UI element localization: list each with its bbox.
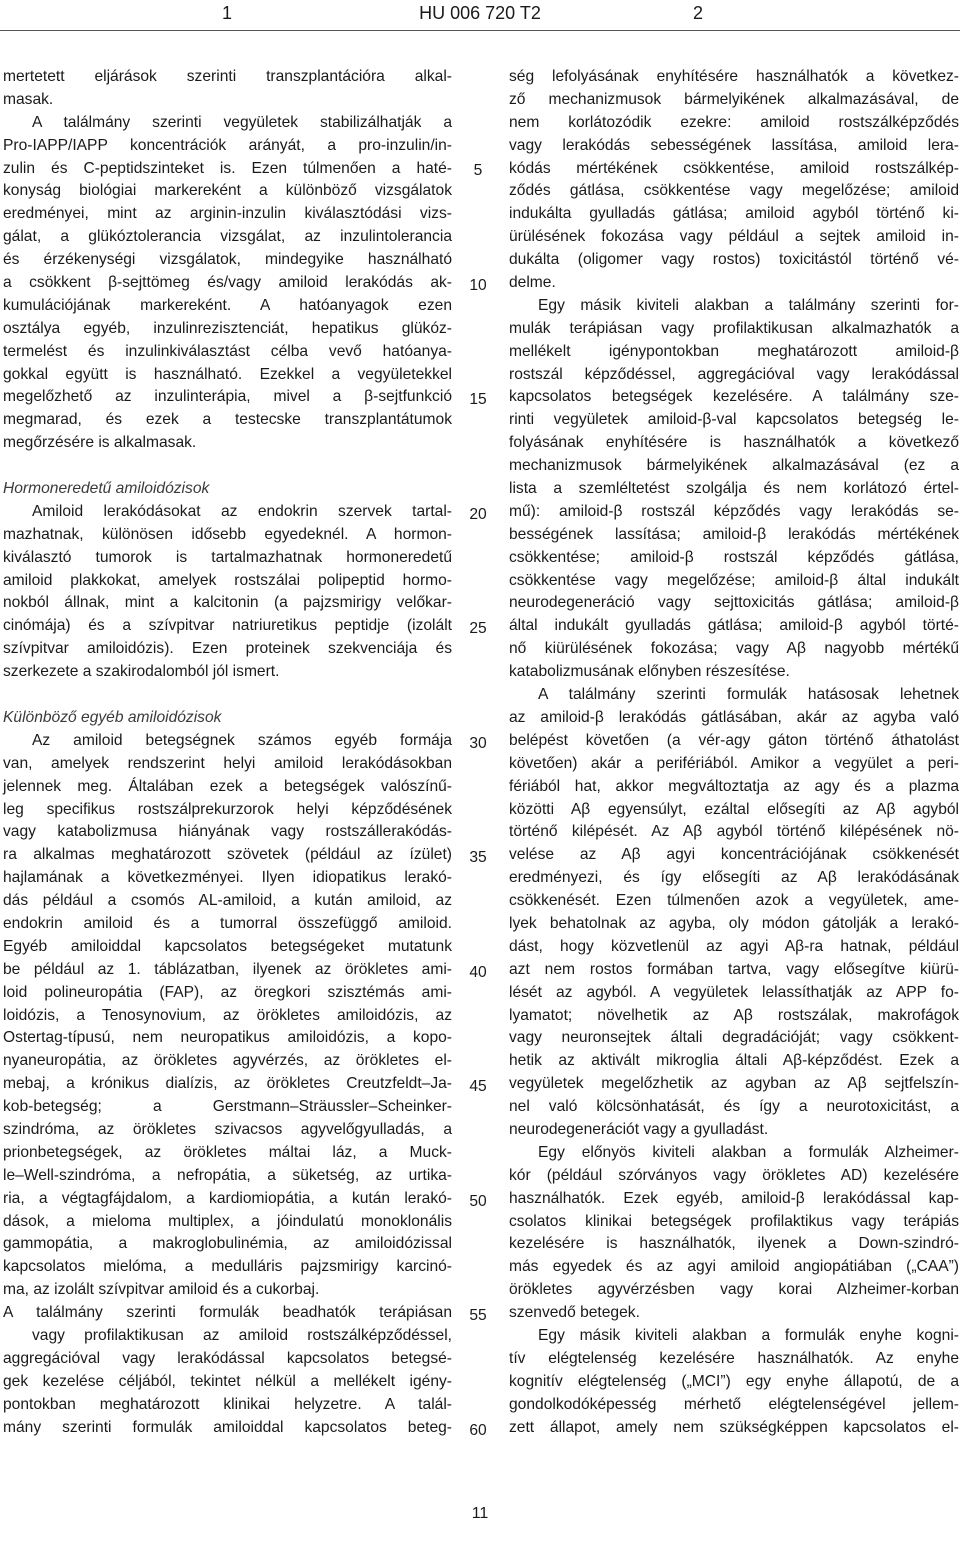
text-line: mazhatnak, különösen idősebb egyedeknél. A hormon- [3,525,452,543]
text-line: loidózis, a Tenosynovium, az örökletes amiloidózis, az [3,1006,452,1024]
text-line: csökkenését. Ezen túlmenően azok a vegyületek, ame- [509,892,959,910]
section-heading: Hormoneredetű amiloidózisok [3,480,210,498]
text-line: pontokban meghatározott klinikai helyzetre. A talál- [3,1395,452,1413]
text-line: kognitív elégtelenség („MCI”) egy enyhe állapotú, de a [509,1372,959,1390]
text-line: kapcsolatos betegségek kezelésére. A találmány sze- [509,388,959,406]
text-line: más egyedek és az agyi amiloid angiopátiában („CAA”) [509,1258,959,1276]
text-line: lista a szemléltetést szolgálja és nem korlátozó értel- [509,480,959,498]
text-line: A találmány szerinti vegyületek stabilizálhatják a [32,113,452,131]
text-line: delme. [509,274,556,292]
text-line: által indukált gyulladás gátlása; amiloid-β agyból törté- [509,617,959,635]
text-line: prionbetegségek, az örökletes máltai láz, a Muck- [3,1143,452,1161]
text-line: bességének lassítása; amiloid-β lerakódás mértékének [509,525,959,543]
text-line: vegyületek megelőzhetik az agyban az Aβ sejtfelszín- [509,1075,959,1093]
text-line: lését az agyból. A vegyületek lelassíthatják az APP fo- [509,983,959,1001]
text-line: endokrin amiloid és a tumorral összefüggő amiloid. [3,914,452,932]
text-line: hajlamának a következményei. Ilyen idiopatikus lerakó- [3,869,452,887]
margin-line-number: 10 [469,276,487,294]
right-column [509,66,959,1439]
text-line: lyamatot; növelhetik az Aβ rostszálak, makrofágok [509,1006,959,1024]
text-line: osztálya egyéb, inzulinrezisztenciát, hepatikus glükóz- [3,319,452,337]
text-line: belépést követően (a vér-agy gáton történő áthatolást [509,731,959,749]
text-line: zett állapot, amely nem szükségképpen kapcsolatos el- [509,1418,959,1436]
text-line: mellékelt igénypontokban meghatározott amiloid-β [509,342,959,360]
text-line: csökkentése; amiloid-β rostszál képződés gátlása, [509,548,959,566]
text-line: ürülésének fokozása vagy például a sejtek amiloid in- [509,228,959,246]
text-line: történő kilépését. Az Aβ agyból történő kilépésének nö- [509,823,959,841]
text-line: tív elégtelenség kezelésére használhatók. Az enyhe [509,1349,959,1367]
text-line: szívpitvar amiloidózis). Ezen proteinek szekvenciája és [3,640,452,658]
text-line [3,684,452,707]
text-line: nokból állnak, mint a kalcitonin (a pajzsmirigy velőkar- [3,594,452,612]
text-line: le–Well-szindróma, a nefropátia, a süketség, az urtika- [3,1166,452,1184]
text-line: kob-betegség; a Gerstmann–Sträussler–Scheinker- [3,1098,452,1116]
text-line: dás például a csomós AL-amiloid, a kután amiloid, az [3,892,452,910]
text-line: hetik az aktivált mikroglia általi Aβ-képződést. Ezek a [509,1052,959,1070]
text-line: nem korlátozódik ezekre: amiloid rostszálképződés [509,113,959,131]
text-line: az amiloid-β lerakódás gátlásában, akár az agyba való [509,708,959,726]
text-line: gondolkodóképesség mérhető elégtelenségével jellem- [509,1395,959,1413]
text-line: gammopátia, a makroglobulinémia, az amiloidózissal [3,1235,452,1253]
page-footer-number: 11 [471,1505,489,1522]
text-line: vagy katabolizmusa hiányának vagy rostszállerakódás- [3,823,452,841]
text-line: cinómája) és a szívpitvar natriuretikus peptidje (izolált [3,617,452,635]
left-column [3,66,452,1439]
margin-line-number: 50 [469,1192,487,1210]
text-line: megmarad, és ezek a testecske transzplantátumok [3,411,452,429]
text-line: és érzékenységi vizsgálatok, mindegyike használható [3,251,452,269]
text-line: rinti vegyületek amiloid-β-val kapcsolatos betegség le- [509,411,959,429]
text-line: megelőzhető az inzulinterápia, mivel a β-sejtfunkció [3,388,452,406]
margin-line-number: 30 [469,734,487,752]
text-line: mű): amiloid-β rostszál képződés vagy lerakódás se- [509,502,959,520]
text-line: Egy másik kiviteli alakban a találmány szerinti for- [538,296,959,314]
text-line: ződés gátlása, csökkentése vagy megelőzése; amiloid [509,182,959,200]
text-line: zulin és C-peptidszinteket is. Ezen túlmenően a haté- [3,159,452,177]
text-line: dások, a mieloma multiplex, a jóindulatú monoklonális [3,1212,452,1230]
text-line: ria, a végtagfájdalom, a kardiomiopátia, a kután lerakó- [3,1189,452,1207]
text-line: szenvedő betegek. [509,1304,640,1322]
text-line: szerkezete a szakirodalomból jól ismert. [3,663,280,681]
text-line: ség lefolyásának enyhítésére használhatók a következ- [509,68,959,85]
text-line: loid polineuropátia (FAP), az öregkori szisztémás ami- [3,983,452,1001]
text-line: dukálta (oligomer vagy rostos) toxicitástól történő vé- [509,251,959,269]
text-line: mertetett eljárások szerinti transzplantációra alkal- [3,68,452,85]
text-line: vagy lerakódás sebességének lassítása, amiloid lera- [509,136,959,154]
text-line: A találmány szerinti formulák beadhatók terápiásan [3,1304,452,1322]
text-line: folyásának enyhítésére is használhatók a következő [509,434,959,452]
margin-line-number: 60 [469,1421,487,1439]
text-line: dást, hogy közvetlenül az agyi Aβ-ra hatnak, például [509,937,959,955]
text-line: ma, az izolált szívpitvar amiloid és a cukorbaj. [3,1281,320,1299]
text-line: indukálta gyulladás gátlása; amiloid agyból történő ki- [509,205,959,223]
text-line: rostszál képződéssel, aggregációval vagy lerakódással [509,365,959,383]
text-line: vagy neuronsejtek általi degradációját; vagy csökkent- [509,1029,959,1047]
margin-line-number: 25 [469,620,487,637]
text-line: gálat, a glükóztolerancia vizsgálat, az inzulintolerancia [3,228,452,246]
text-line: leg specifikus rostszálprekurzorok helyi képződésének [3,800,452,818]
text-line: nő kiürülésének fokozása; vagy Aβ nagyobb mértékű [509,640,959,658]
text-line: gek kezelése céljából, tekintet nélkül a mellékelt igény- [3,1372,452,1390]
page-number-left: 1 [222,3,233,23]
text-line: eredményezi, és így elősegíti az Aβ lerakódásának [509,869,959,887]
text-line: mechanizmusok bármelyikének alkalmazásával (ez a [509,457,959,475]
margin-line-number: 20 [469,505,487,523]
text-line: örökletes agyvérzésben vagy korai Alzheimer-korban [509,1281,959,1299]
text-line: mebaj, a krónikus dialízis, az örökletes Creutzfeldt–Ja- [3,1075,452,1093]
margin-line-number: 15 [469,391,487,408]
text-line: mulák terápiásan vagy profilaktikusan alkalmazhatók a [509,319,959,337]
text-line: azt nem rostos formában tartva, vagy elősegítve kiürü- [509,960,959,978]
text-line: kezelésére is használhatók, ilyenek a Down-szindró- [509,1235,959,1253]
text-line: neurodegeneráció vagy sejttoxicitás gátlása; amiloid-β [509,594,959,612]
text-line: kiválasztó tumorok is tartalmazhatnak hormoneredetű [3,548,452,566]
text-line: vagy profilaktikusan az amiloid rostszálképződéssel, [32,1326,452,1344]
text-line: követően) akár a perifériából. Amikor a vegyület a peri- [509,754,959,772]
text-line: nel való kölcsönhatását, és így a neurotoxicitást, a [509,1098,959,1116]
text-line: Amiloid lerakódásokat az endokrin szervek tartal- [32,502,452,520]
text-line: Az amiloid betegségnek számos egyéb formája [32,731,452,749]
margin-line-number: 40 [469,963,487,981]
text-line: gokkal együtt is használható. Ezekkel a vegyületekkel [3,365,452,383]
text-line: Ostertag-típusú, nem neuropatikus amiloidózis, a kopo- [3,1029,452,1047]
section-heading: Különböző egyéb amiloidózisok [3,708,222,726]
text-line: nyaneuropátia, az örökletes agyvérzés, az örökletes el- [3,1052,452,1070]
text-line: be például az 1. táblázatban, ilyenek az örökletes ami- [3,960,452,978]
text-line [3,455,452,478]
text-line: csökkentése vagy megelőzése; amiloid-β által indukált [509,571,959,589]
text-line: kapcsolatos mielóma, a medulláris pajzsmirigy karcinó- [3,1258,452,1276]
text-line: használhatók. Ezek egyéb, amiloid-β lerakódással kap- [509,1189,959,1207]
page-number-right: 2 [693,3,704,23]
text-line: ző mechanizmusok bármelyikének alkalmazásával, de [509,90,959,108]
text-line: mány szerinti formulák amiloiddal kapcsolatos beteg- [3,1418,452,1436]
text-line: van, amelyek rendszerint helyi amiloid lerakódásokban [3,754,452,772]
margin-line-number: 45 [469,1078,487,1095]
text-line: Egy előnyös kiviteli alakban a formulák Alzheimer- [538,1143,959,1161]
text-line: Pro-IAPP/IAPP koncentrációk arányát, a pro-inzulin/in- [3,136,452,154]
text-line: Egyéb amiloiddal kapcsolatos betegségeket mutatunk [3,937,452,955]
text-line: eredményei, mint az arginin-inzulin kiválasztódási vizs- [3,205,452,223]
text-line: aggregációval vagy lerakódással kapcsolatos betegsé- [3,1349,452,1367]
margin-line-number: 35 [469,849,487,866]
text-line: fériából hat, akkor megváltoztatja az agy és a plazma [509,777,959,795]
text-line: kumulációjának markereként. A hatóanyagok ezen [3,296,452,314]
text-line: termelést és inzulinkiválasztást célba vevő hatóanya- [3,342,452,360]
text-line: közötti Aβ egyensúlyt, ezáltal elősegíti az Aβ agyból [509,800,959,818]
text-line: kór (például szórványos vagy örökletes AD) kezelésére [509,1166,959,1184]
header-rule [0,30,960,31]
text-line: konyság biológiai markereként a különböző vizsgálatok [3,182,452,200]
text-line: ra alkalmas meghatározott szövetek (például az ízület) [3,846,452,864]
text-line: lyek behatolnak az agyba, oly módon gátolják a lerakó- [509,914,959,932]
text-line: csolatos klinikai betegségek profilaktikus vagy terápiás [509,1212,959,1230]
text-line: katabolizmusának előnyben részesítése. [509,663,790,681]
text-line: megőrzésére is alkalmasak. [3,434,197,452]
text-line: szindróma, az örökletes szivacsos agyvelőgyulladás, a [3,1120,452,1138]
margin-line-number: 5 [473,162,483,179]
text-line: neurodegenerációt vagy a gyulladást. [509,1120,769,1138]
margin-line-number: 55 [469,1307,487,1324]
text-line: kódás mértékének csökkentése, amiloid rostszálkép- [509,159,959,177]
text-line: A találmány szerinti formulák hatásosak lehetnek [538,686,959,704]
text-line: a csökkent β-sejttömeg és/vagy amiloid lerakódás ak- [3,274,452,292]
text-line: amiloid plakkokat, amelyek rostszálai polipeptid hormo- [3,571,452,589]
text-line: velése az Aβ agyi koncentrációjának csökkenését [509,846,959,864]
text-line: jelennek meg. Általában ezek a betegségek valószínű- [3,777,452,795]
text-line: masak. [3,90,54,108]
text-line: Egy másik kiviteli alakban a formulák enyhe kogni- [538,1326,959,1344]
document-id: HU 006 720 T2 [419,3,541,23]
